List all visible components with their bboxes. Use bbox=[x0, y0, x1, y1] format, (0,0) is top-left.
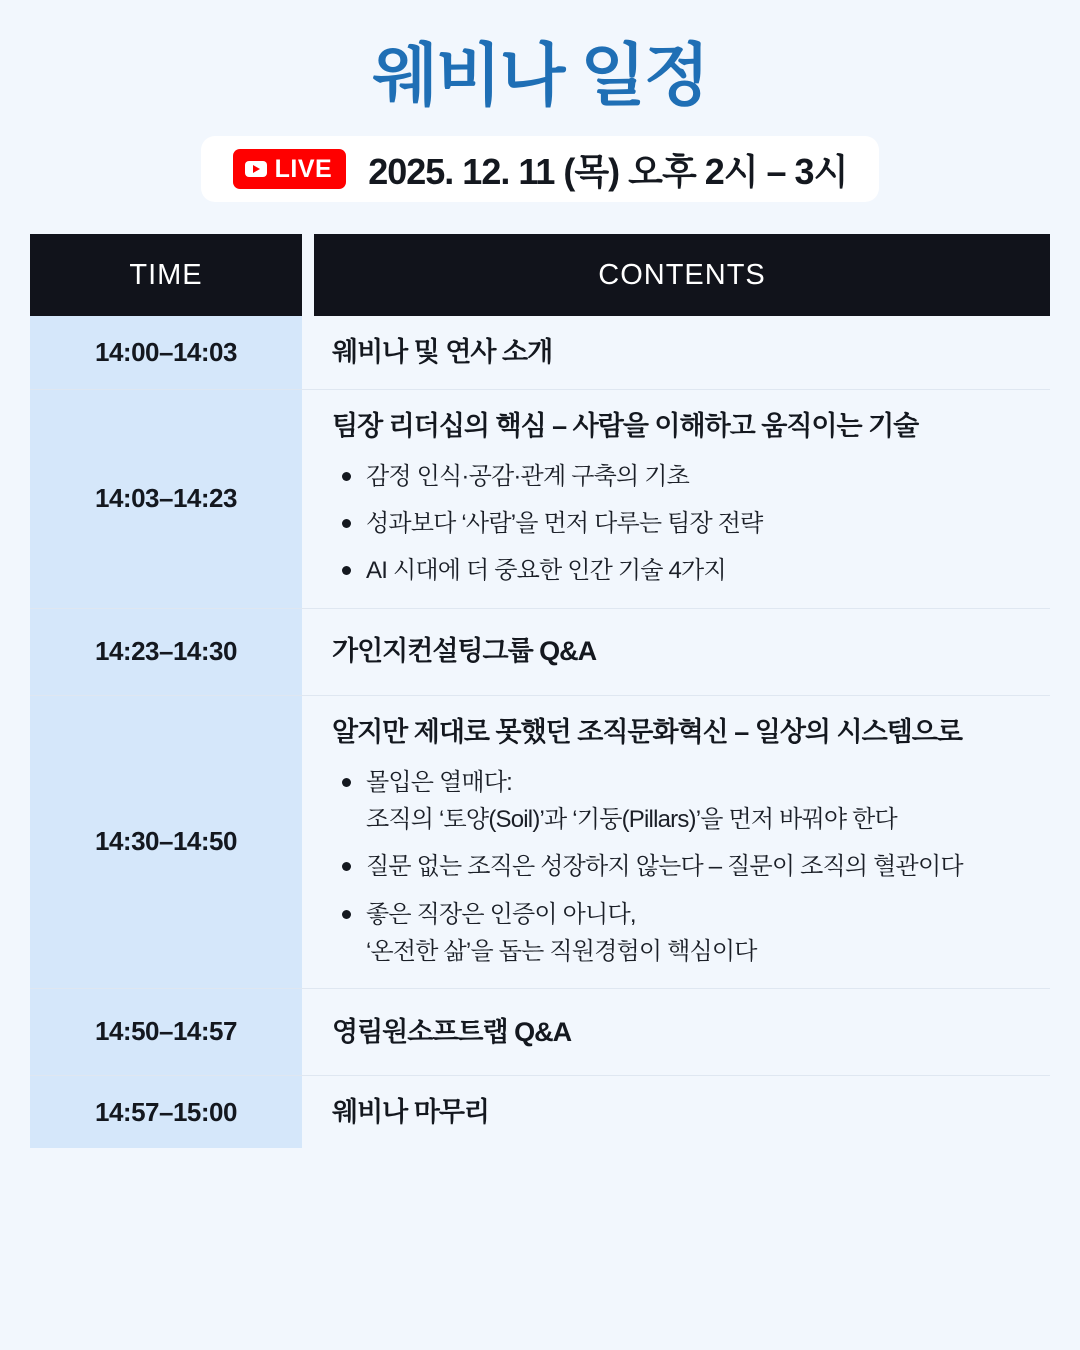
youtube-live-badge bbox=[233, 149, 347, 189]
row-time: 14:23–14:30 bbox=[30, 609, 302, 695]
table-row bbox=[30, 316, 1050, 389]
table-row bbox=[30, 989, 1050, 1076]
row-contents bbox=[314, 989, 1050, 1075]
column-header-time: TIME bbox=[30, 234, 302, 316]
session-bullets bbox=[332, 764, 1036, 970]
bullet-text: 성과보다 ‘사람’을 먼저 다루는 팀장 전략 bbox=[366, 510, 763, 538]
row-time: 14:00–14:03 bbox=[30, 316, 302, 388]
webinar-datetime: 2025. 12. 11 (목) 오후 2시 – 3시 bbox=[368, 150, 848, 192]
row-contents bbox=[314, 390, 1050, 608]
bullet-text: 좋은 직장은 인증이 아니다, bbox=[366, 900, 636, 928]
table-row bbox=[30, 390, 1050, 609]
bullet-text: 몰입은 열매다: bbox=[366, 769, 513, 797]
table-row bbox=[30, 1076, 1050, 1148]
live-label: LIVE bbox=[274, 154, 333, 183]
bullet-text: 질문 없는 조직은 성장하지 않는다 – 질문이 조직의 혈관이다 bbox=[366, 853, 963, 881]
session-title: 웨비나 및 연사 소개 bbox=[332, 337, 553, 368]
list-item bbox=[332, 552, 1036, 589]
session-bullets bbox=[332, 458, 1036, 590]
page-title: 웨비나 일정 bbox=[372, 38, 708, 114]
youtube-play-icon bbox=[245, 161, 267, 177]
list-item bbox=[332, 764, 1036, 838]
row-time: 14:03–14:23 bbox=[30, 390, 302, 608]
row-contents bbox=[314, 609, 1050, 695]
row-contents bbox=[314, 696, 1050, 988]
row-contents bbox=[314, 316, 1050, 388]
row-contents bbox=[314, 1076, 1050, 1148]
table-row bbox=[30, 609, 1050, 696]
list-item bbox=[332, 848, 1036, 885]
bullet-text: AI 시대에 더 중요한 인간 기술 4가지 bbox=[366, 557, 726, 585]
list-item bbox=[332, 896, 1036, 970]
session-title: 팀장 리더십의 핵심 – 사람을 이해하고 움직이는 기술 bbox=[332, 410, 919, 441]
row-time: 14:50–14:57 bbox=[30, 989, 302, 1075]
bullet-subtext: 조직의 ‘토양(Soil)’과 ‘기둥(Pillars)’을 먼저 바꿔야 한다 bbox=[366, 806, 897, 834]
row-time: 14:57–15:00 bbox=[30, 1076, 302, 1148]
session-title: 영림원소프트랩 Q&A bbox=[332, 1016, 572, 1047]
bullet-subtext: ‘온전한 삶’을 돕는 직원경험이 핵심이다 bbox=[366, 937, 757, 965]
bullet-text: 감정 인식·공감·관계 구축의 기초 bbox=[366, 463, 689, 491]
date-pill bbox=[201, 136, 880, 202]
table-row bbox=[30, 696, 1050, 989]
column-header-contents: CONTENTS bbox=[314, 234, 1050, 316]
row-time: 14:30–14:50 bbox=[30, 696, 302, 988]
session-title: 알지만 제대로 못했던 조직문화혁신 – 일상의 시스템으로 bbox=[332, 716, 962, 747]
table-header-row bbox=[30, 234, 1050, 316]
session-title: 가인지컨설팅그룹 Q&A bbox=[332, 636, 597, 667]
schedule-table bbox=[30, 234, 1050, 1148]
list-item bbox=[332, 458, 1036, 495]
session-title: 웨비나 마무리 bbox=[332, 1096, 489, 1127]
list-item bbox=[332, 505, 1036, 542]
